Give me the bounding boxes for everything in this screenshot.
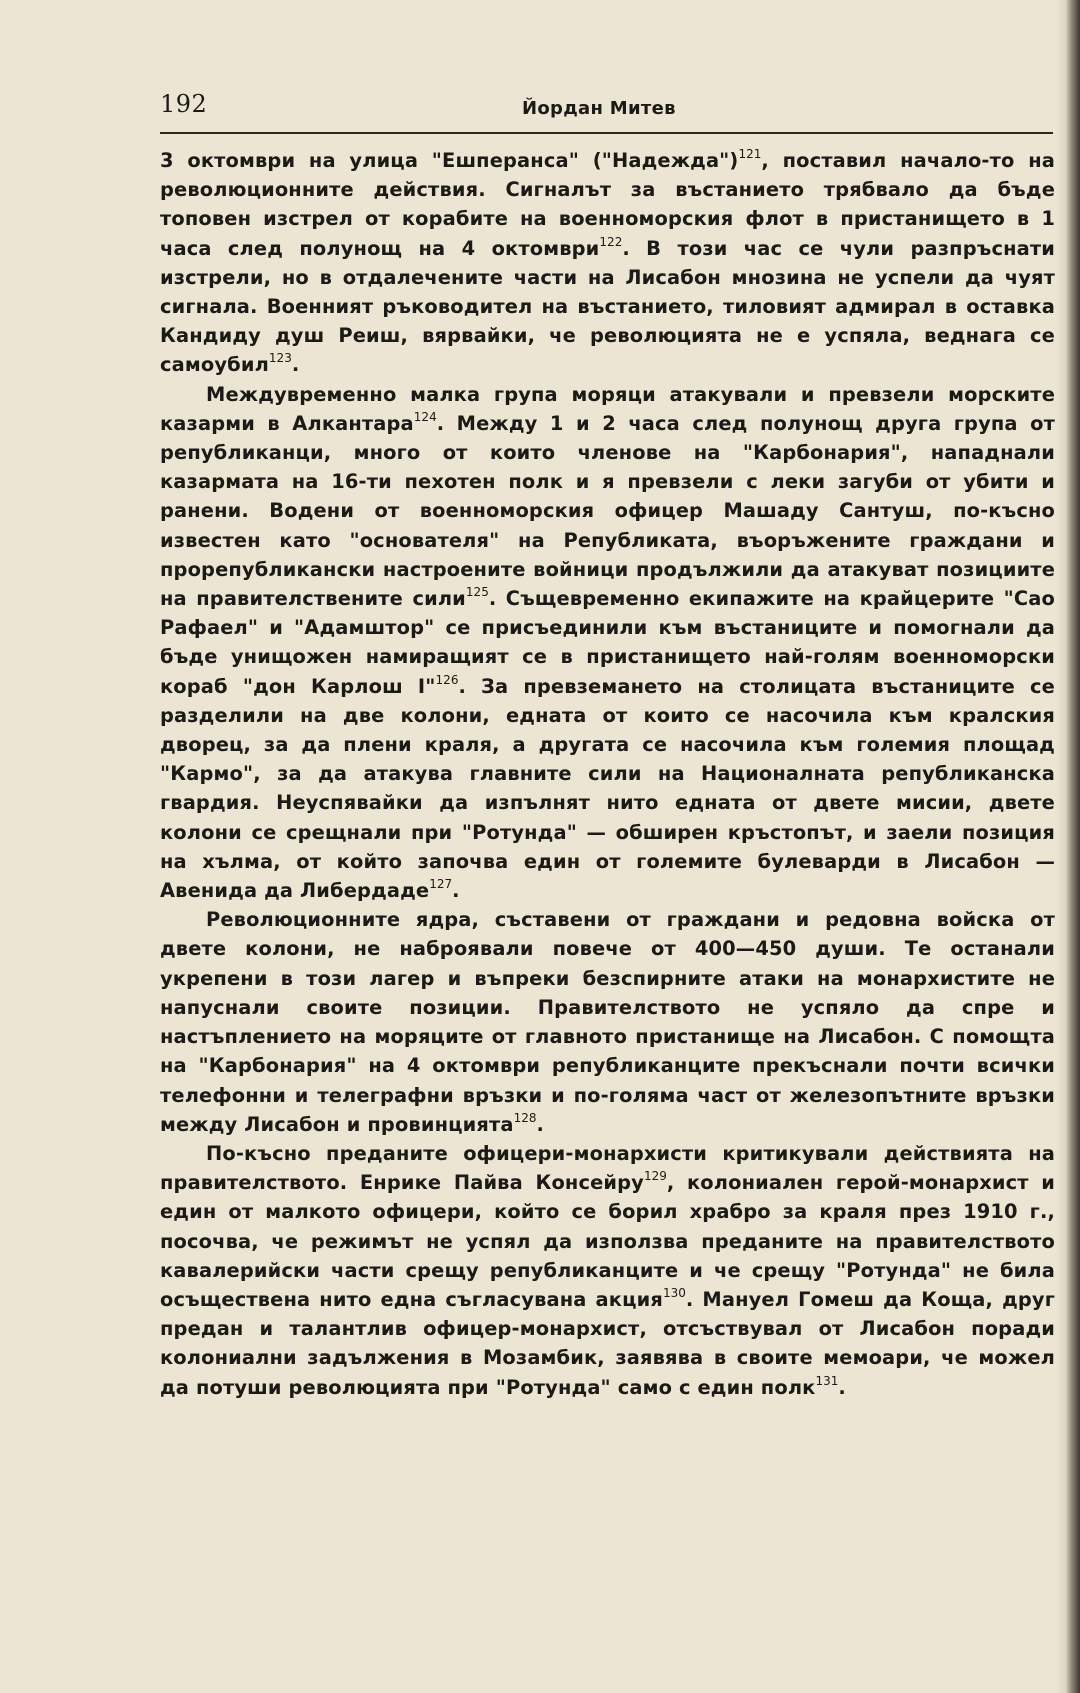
footnote-ref: 131 bbox=[815, 1373, 839, 1388]
text-run: . bbox=[536, 1112, 545, 1136]
text-run: Революционните ядра, съставени от граждани и редовна войска от двете колони, не наброявали повече от 400—450 души. Те останали укрепени в този лагер и въпреки безспирните атаки на монархистите не напуснали своите позиции. Правителството не успяло да спре и настъплението на моряците от главното пристанище на Лисабон. С помощта на "Карбонария" на 4 октомври републиканците прекъснали почти всички телефонни и телеграфни връзки и по-голяма част от железопътните връзки между Лисабон и провинцията bbox=[160, 908, 1055, 1136]
paragraph bbox=[160, 905, 1055, 1139]
footnote-ref: 129 bbox=[643, 1169, 667, 1184]
text-run: . Мануел Гомеш да Коща, друг предан и талантлив офицер-монархист, отсъствувал от Лисабон поради колониални задължения в Мозамбик, заявява в своите мемоари, че можел да потуши революцията при "Ротунда" само с един полк bbox=[160, 1287, 1055, 1399]
book-page bbox=[160, 90, 1055, 1402]
page-number: 192 bbox=[160, 90, 208, 118]
text-run: . В този час се чули разпръснати изстрели, но в отдалечените части на Лисабон мнозина не успели да чуят сигнала. Военният ръководител на въстанието, тиловият адмирал в оставка Кандиду душ Реиш, вярвайки, че революцията не е успяла, веднага се самоубил bbox=[160, 236, 1055, 377]
text-run: . bbox=[291, 353, 300, 377]
text-run: По-късно преданите офицери-монархисти критикували действията на правителството. Енрике Пайва Консейру bbox=[160, 1141, 1055, 1195]
footnote-ref: 124 bbox=[413, 409, 437, 424]
footnote-ref: 127 bbox=[429, 877, 453, 892]
text-run: , поставил начало-то на революционните действия. Сигналът за въстанието трябвало да бъде топовен изстрел от корабите на военноморския флот в пристанището в 1 часа след полунощ на 4 октомври bbox=[160, 149, 1055, 260]
text-run: . bbox=[452, 879, 460, 903]
text-run: . Същевременно екипажите на крайцерите "Сао Рафаел" и "Адамштор" се присъединили към въстаниците и помогнали да бъде унищожен намиращият се в пристанището най-голям военноморски кораб "дон Карлош I" bbox=[160, 587, 1055, 698]
text-run: , колониален герой-монархист и един от малкото офицери, който се борил храбро за краля през 1910 г., посочва, че режимът не успял да използва преданите на правителството кавалерийски части срещу републиканците и че срещу "Ротунда" не била осъществена нито една съгласувана акция bbox=[160, 1171, 1055, 1311]
text-run: Междувременно малка група моряци атакували и превзели морските казарми в Алкантара bbox=[160, 382, 1055, 435]
footnote-ref: 121 bbox=[738, 147, 762, 161]
footnote-ref: 123 bbox=[268, 351, 292, 366]
page-edge-gradient bbox=[1056, 0, 1066, 1693]
paragraph bbox=[160, 1139, 1055, 1402]
header-rule bbox=[160, 132, 1053, 134]
footnote-ref: 126 bbox=[435, 672, 459, 687]
paragraph bbox=[160, 146, 1055, 380]
text-run: . За превземането на столицата въстаниците се разделили на две колони, едната от които се насочила към кралския дворец, за да плени краля, а другата се насочила към големия площад "Кармо", за да атакува главните сили на Националната републиканска гвардия. Неуспявайки да изпълнят нито едната от двете мисии, двете колони се срещнали при "Ротунда" — обширен кръстопът, и заели позиция на хълма, от който започва един от големите булеварди в Лисабон — Авенида да Либердаде bbox=[160, 674, 1055, 903]
text-run: . bbox=[838, 1375, 846, 1399]
footnote-ref: 130 bbox=[662, 1285, 686, 1300]
text-run: 3 октомври на улица "Ешперанса" ("Надежда") bbox=[160, 149, 739, 172]
paragraph bbox=[160, 380, 1055, 906]
footnote-ref: 128 bbox=[513, 1110, 537, 1125]
footnote-ref: 122 bbox=[599, 234, 623, 249]
page-edge-shadow bbox=[1066, 0, 1080, 1693]
running-head bbox=[160, 90, 1055, 128]
footnote-ref: 125 bbox=[465, 585, 489, 600]
text-run: . Между 1 и 2 часа след полунощ друга група от републиканци, много от които членове на "Карбонария", нападнали казармата на 16-ти пехотен полк и я превзели с леки загуби от убити и ранени. Водени от военноморския офицер Машаду Сантуш, по-късно известен като "основателя" на Републиката, въоръжените граждани и прорепубликански настроените войници продължили да атакуват позициите на правителствените сили bbox=[160, 411, 1055, 611]
body-text bbox=[160, 146, 1055, 1402]
running-title: Йордан Митев bbox=[522, 98, 676, 119]
